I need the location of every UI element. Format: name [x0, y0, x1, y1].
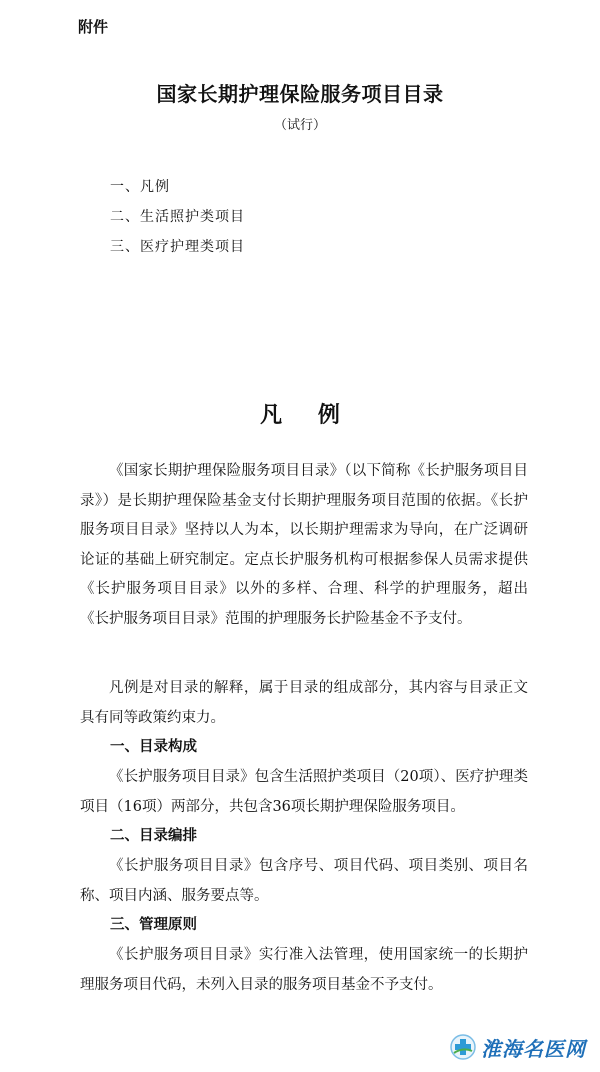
- document-subtitle: （试行）: [273, 118, 326, 133]
- section-3-title: 三、管理原则: [110, 917, 197, 933]
- toc-item: 一、凡例: [110, 179, 170, 195]
- watermark-text: 淮海名医网: [481, 1036, 586, 1061]
- intro-paragraph: 《国家长期护理保险服务项目目录》（以下简称《长护服务项目目录》）是长期护理保险基金支付长期护理服务项目范围的依据。《长护服务项目目录》坚持以人为本，以长期护理需求为导向，在广泛调研论证的基础上研究制定。定点长护服务机构可根据参保人员需求提供《长护服务项目目录》以外的多样、合理、科学的护理服务，超出《长护服务项目目录》范围的护理服务长护险基金不予支付。: [80, 463, 528, 627]
- document-title: 国家长期护理保险服务项目目录: [156, 82, 444, 106]
- section-1-title: 一、目录构成: [110, 739, 197, 755]
- site-watermark: [449, 1032, 586, 1062]
- section-1-body: 《长护服务项目目录》包含生活照护类项目（20项）、医疗护理类项目（16项）两部分，共包含36项长期护理保险服务项目。: [80, 769, 528, 815]
- section-2-body: 《长护服务项目目录》包含序号、项目代码、项目类别、项目名称、项目内涵、服务要点等。: [80, 858, 528, 904]
- section-3-body: 《长护服务项目目录》实行准入法管理，使用国家统一的长期护理服务项目代码，未列入目录的服务项目基金不予支付。: [80, 947, 528, 993]
- section-heading: 凡 例: [260, 402, 354, 428]
- toc-item: 三、医疗护理类项目: [110, 239, 245, 255]
- medical-cross-logo-icon: [449, 1033, 477, 1061]
- table-of-contents: [110, 172, 245, 262]
- toc-item: 二、生活照护类项目: [110, 209, 245, 225]
- attachment-label: 附件: [78, 18, 109, 36]
- section-2-title: 二、目录编排: [110, 828, 197, 844]
- note-paragraph: 凡例是对目录的解释，属于目录的组成部分，其内容与目录正文具有同等政策约束力。: [80, 680, 528, 726]
